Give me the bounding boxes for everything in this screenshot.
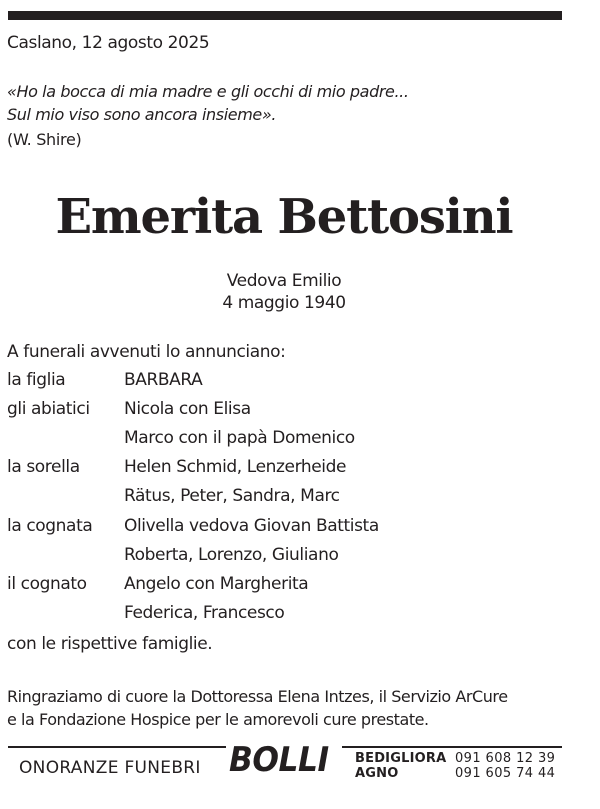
- birth-date: 4 maggio 1940: [222, 293, 346, 313]
- deceased-name: Emerita Bettosini: [55, 189, 513, 245]
- footer-rule-right: [342, 746, 562, 748]
- relative-names: Olivella vedova Giovan Battista: [124, 516, 379, 536]
- thanks-line-1: Ringraziamo di cuore la Dottoressa Elena Intzes, il Servizio ArCure: [7, 687, 508, 706]
- top-rule: [8, 11, 562, 20]
- relative-names: Nicola con Elisa: [124, 399, 251, 419]
- relative-names: Angelo con Margherita: [124, 574, 309, 594]
- relative-names: Rätus, Peter, Sandra, Marc: [124, 486, 340, 506]
- relative-names: Helen Schmid, Lenzerheide: [124, 457, 347, 477]
- relative-names: Roberta, Lorenzo, Giuliano: [124, 545, 339, 565]
- quote: [7, 80, 409, 126]
- funeral-home-logo: BOLLI: [229, 740, 329, 780]
- location-phone: 091 605 74 44: [455, 766, 556, 781]
- relative-label: gli abiatici: [7, 399, 90, 419]
- relative-label: la figlia: [7, 370, 66, 390]
- quote-line-2: Sul mio viso sono ancora insieme».: [7, 105, 277, 124]
- place-date: Caslano, 12 agosto 2025: [7, 33, 210, 53]
- location-name: AGNO: [355, 766, 399, 781]
- quote-author: (W. Shire): [7, 130, 82, 149]
- relative-names: BARBARA: [124, 370, 203, 390]
- relative-label: la sorella: [7, 457, 80, 477]
- funeral-home-label: ONORANZE FUNEBRI: [19, 758, 201, 778]
- footer-rule-left: [8, 746, 226, 748]
- relative-names: Marco con il papà Domenico: [124, 428, 355, 448]
- thanks-line-2: e la Fondazione Hospice per le amorevoli cure prestate.: [7, 710, 429, 729]
- announcement-intro: A funerali avvenuti lo annunciano:: [7, 342, 286, 362]
- location-phone: 091 608 12 39: [455, 751, 556, 766]
- closing-line: con le rispettive famiglie.: [7, 634, 213, 654]
- thanks-paragraph: [7, 685, 508, 731]
- relative-names: Federica, Francesco: [124, 603, 285, 623]
- relative-label: il cognato: [7, 574, 87, 594]
- location-name: BEDIGLIORA: [355, 751, 447, 766]
- relative-label: la cognata: [7, 516, 93, 536]
- quote-line-1: «Ho la bocca di mia madre e gli occhi di mio padre...: [7, 82, 409, 101]
- widow-of: Vedova Emilio: [226, 271, 342, 291]
